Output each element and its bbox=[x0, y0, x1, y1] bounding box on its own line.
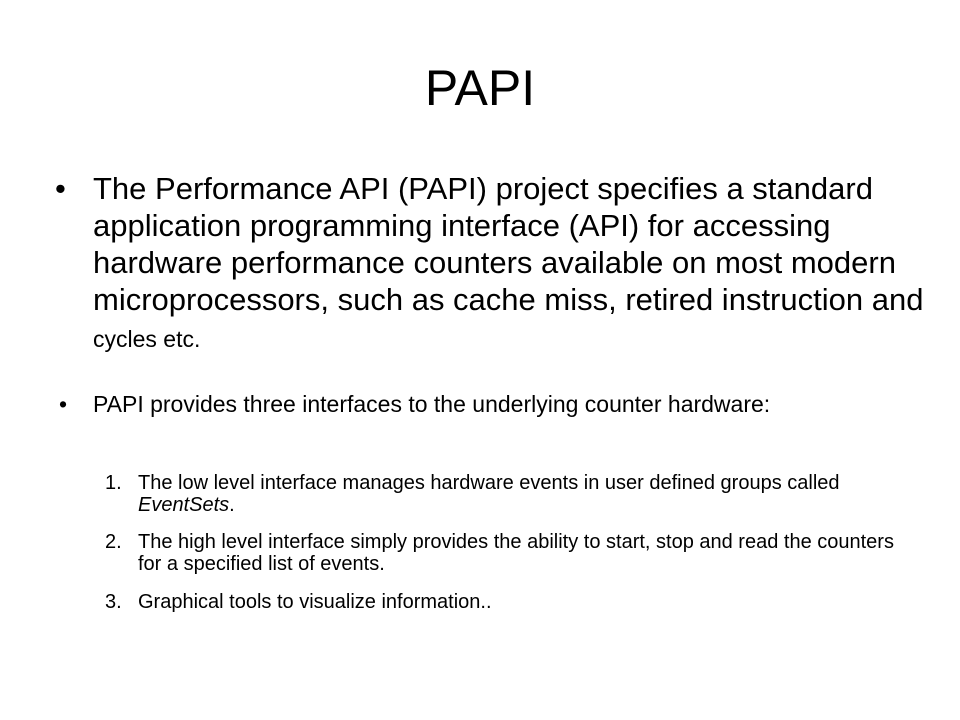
item-text-emphasis: EventSets bbox=[138, 494, 230, 516]
item-text: Graphical tools to visualize information.. bbox=[138, 591, 492, 613]
item-text-before: The low level interface manages hardware events in user defined groups called bbox=[138, 472, 840, 494]
item-text: The high level interface simply provides the ability to start, stop and read the counters for a specified list of events. bbox=[138, 531, 894, 575]
item-text-after: . bbox=[229, 494, 235, 516]
slide-title: PAPI bbox=[424, 60, 536, 116]
bullet-text bbox=[93, 170, 935, 358]
bullet-marker: • bbox=[55, 171, 66, 206]
bullet-text-small: cycles etc. bbox=[93, 326, 201, 352]
item-number: 2. bbox=[105, 531, 122, 553]
item-number: 1. bbox=[105, 472, 122, 494]
bullet-marker: • bbox=[59, 391, 68, 417]
item-number: 3. bbox=[105, 591, 122, 613]
bullet-text: PAPI provides three interfaces to the underlying counter hardware: bbox=[93, 391, 771, 417]
item-text bbox=[138, 472, 905, 516]
bullet-text-main: The Performance API (PAPI) project specifies a standard application programming interface (API) for accessing hardware performance counters available on most modern microprocessors, such as cache miss, retired instruction and bbox=[93, 171, 924, 317]
